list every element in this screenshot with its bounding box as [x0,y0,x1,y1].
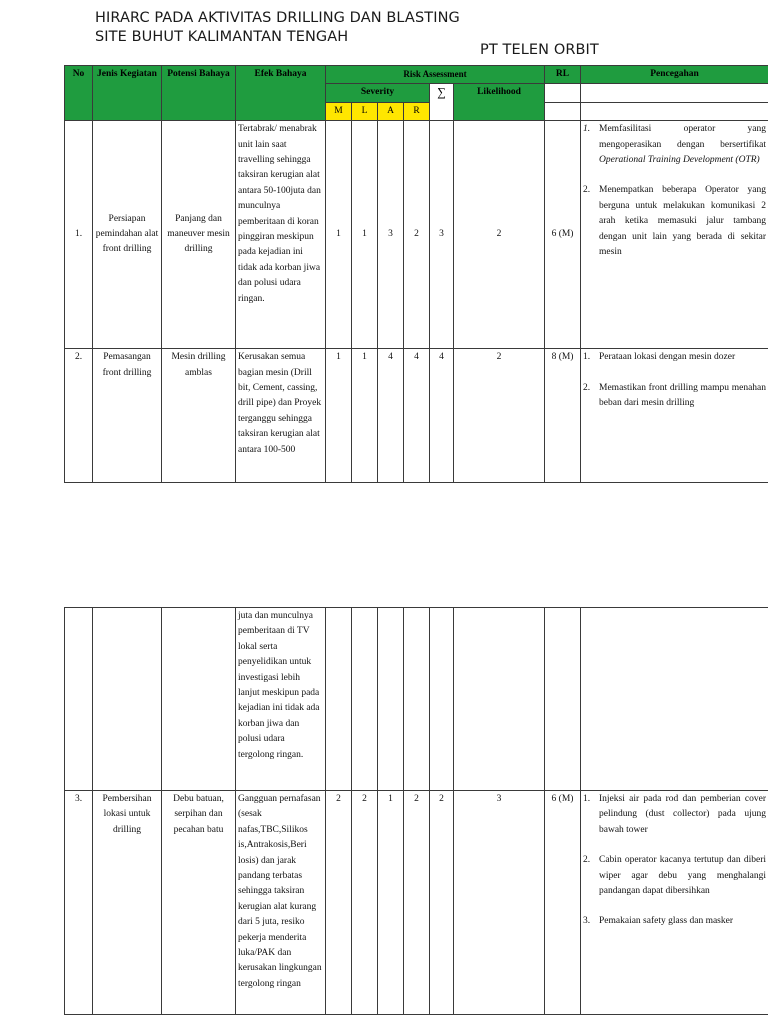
rl-header-blank [545,102,581,120]
row-efek: Gangguan pernafasan (sesak nafas,TBC,Silikos is,Antrakosis,Beri losis) dan jarak pandang terbatas sehingga taksiran kerugian alat kurang dari 5 juta, resiko pekerja menderita luka/PAK dan kerusakan lingkungan tergolong ringan [236,791,326,1015]
col-header-rl: RL [545,66,581,84]
pencegahan-header-blank [581,102,768,120]
col-header-m: M [326,102,352,120]
table-row [65,791,768,1015]
col-header-efek: Efek Bahaya [236,66,326,121]
pencegahan-item: 2. Menempatkan beberapa Operator yang berguna untuk melakukan komunikasi 2 arah ketika memasuki jalur tambang dengan unit lain yang berada di sekitar mesin [583,185,767,258]
col-header-no: No [65,66,93,121]
pencegahan-item: 1. Memfasilitasi operator yang mengoperasikan dengan bersertifikat Operational Training Development (OTR) [583,124,767,166]
row-potensi: Mesin drilling amblas [162,349,236,483]
row-jenis: Persiapan pemindahan alat front drilling [93,121,162,349]
col-header-a: A [378,102,404,120]
pencegahan-item: 2. Cabin operator kacanya tertutup dan diberi wiper agar debu yang menghalangi pandangan dapat dibersihkan [583,855,766,897]
row-l: 1 [352,349,378,483]
table-row [65,349,768,483]
row-no: 2. [65,349,93,483]
row-jenis: Pembersihan lokasi untuk drilling [93,791,162,1015]
row-pencegahan [581,349,768,483]
table-row [65,608,768,791]
row-rl: 6 (M) [545,121,581,349]
col-header-l: L [352,102,378,120]
row-potensi: Panjang dan maneuver mesin drilling [162,121,236,349]
hirarc-table-page1 [64,65,768,483]
row-r: 4 [404,349,430,483]
row-a: 3 [378,121,404,349]
pencegahan-item: 2. Memastikan front drilling mampu menahan beban dari mesin drilling [583,382,767,409]
pencegahan-item: 1. Perataan lokasi dengan mesin dozer [583,352,736,363]
row-m: 2 [326,791,352,1015]
pencegahan-item: 3. Pemakaian safety glass dan masker [583,916,734,927]
row-efek: Tertabrak/ menabrak unit lain saat travelling sehingga taksiran kerugian alat antara 50-100juta dan munculnya pemberitaan di koran pinggiran meskipun pada kejadian ini tidak ada korban jiwa dan polusi udara ringan. [236,121,326,349]
row-sum: 4 [430,349,454,483]
row-no: 3. [65,791,93,1015]
row-l: 1 [352,121,378,349]
row-a: 4 [378,349,404,483]
col-header-likelihood: Likelihood [454,84,545,121]
pencegahan-item: 1. Injeksi air pada rod dan pemberian cover pelindung (dust collector) pada ujung bawah tower [583,794,766,835]
row-potensi: Debu batuan, serpihan dan pecahan batu [162,791,236,1015]
row-m: 1 [326,121,352,349]
row-pencegahan [581,791,768,1015]
company-name: PT TELEN ORBIT [480,42,599,58]
rl-header-blank [545,84,581,102]
document-title-line2: SITE BUHUT KALIMANTAN TENGAH [95,29,349,45]
row-rl: 8 (M) [545,349,581,483]
row-efek: Kerusakan semua bagian mesin (Drill bit, Cement, cassing, drill pipe) dan Proyek terganggu sehingga taksiran kerugian alat antara 100-500 [236,349,326,483]
row-sum: 3 [430,121,454,349]
col-header-risk-assessment: Risk Assessment [326,66,545,84]
row-r: 2 [404,791,430,1015]
table-row [65,121,768,349]
col-header-potensi: Potensi Bahaya [162,66,236,121]
row-likelihood: 3 [454,791,545,1015]
row-likelihood: 2 [454,121,545,349]
col-header-severity: Severity [326,84,430,102]
row-l: 2 [352,791,378,1015]
row-r: 2 [404,121,430,349]
row-pencegahan [581,121,768,349]
row-a: 1 [378,791,404,1015]
col-header-sum: ∑ [430,84,454,121]
pencegahan-header-blank [581,84,768,102]
row-rl: 6 (M) [545,791,581,1015]
row-no: 1. [65,121,93,349]
hirarc-table-page2 [64,607,768,1015]
row-sum: 2 [430,791,454,1015]
row-efek-continued: juta dan munculnya pemberitaan di TV lokal serta penyelidikan untuk investigasi lebih lanjut meskipun pada kejadian ini tidak ada korban jiwa dan polusi udara tergolong ringan. [236,608,326,791]
document-title-line1: HIRARC PADA AKTIVITAS DRILLING DAN BLASTING [95,10,460,26]
row-jenis: Pemasangan front drilling [93,349,162,483]
col-header-r: R [404,102,430,120]
row-likelihood: 2 [454,349,545,483]
col-header-jenis: Jenis Kegiatan [93,66,162,121]
row-m: 1 [326,349,352,483]
col-header-pencegahan: Pencegahan [581,66,768,84]
